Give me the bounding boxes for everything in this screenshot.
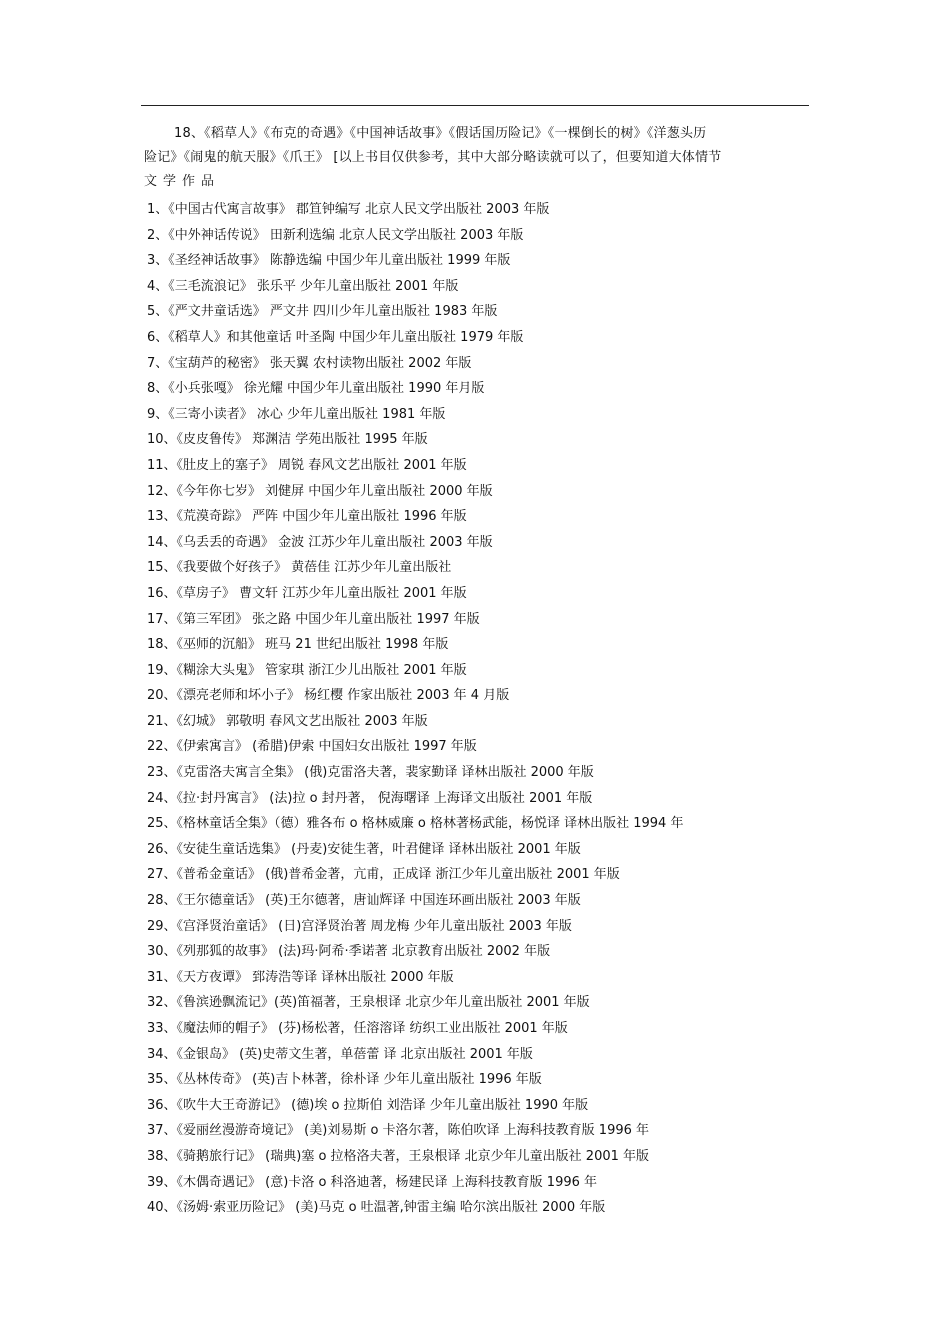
list-item: 35、《丛林传奇》 (英)吉卜林著，徐朴译 少年儿童出版社 1996 年版 xyxy=(147,1072,542,1088)
list-item: 29、《宫泽贤治童话》 (日)宫泽贤治著 周龙梅 少年儿童出版社 2003 年版 xyxy=(147,918,572,934)
list-item: 3、《圣经神话故事》 陈静选编 中国少年儿童出版社 1999 年版 xyxy=(147,253,511,269)
list-item: 24、《拉·封丹寓言》 (法)拉 o 封丹著， 倪海曙译 上海译文出版社 2001 年版 xyxy=(147,790,593,806)
list-item: 1、《中国古代寓言故事》 郡笪钟编写 北京人民文学出版社 2003 年版 xyxy=(147,202,550,217)
list-item: 30、《列那狐的故事》 (法)玛·阿希·季诺著 北京教育出版社 2002 年版 xyxy=(147,944,551,960)
list-item: 19、《糊涂大头鬼》 管家琪 浙江少儿出版社 2001 年版 xyxy=(147,662,467,678)
intro-line-1: 18、《稻草人》《布克的奇遇》《中国神话故事》《假话国历险记》《一棵倒长的树》《洋葱头历 xyxy=(174,126,707,141)
list-item: 37、《爱丽丝漫游奇境记》 (美)刘易斯 o 卡洛尔著，陈伯吹译 上海科技教育版 1996 年 xyxy=(147,1123,650,1139)
list-item: 40、《汤姆·索亚历险记》 (美)马克 o 吐温著,钟雷主编 哈尔滨出版社 2000 年版 xyxy=(147,1200,606,1216)
list-item: 14、《乌丢丢的奇遇》 金波 江苏少年儿童出版社 2003 年版 xyxy=(147,534,493,550)
intro-paragraph xyxy=(144,122,812,194)
book-list xyxy=(147,197,807,1221)
list-item: 18、《巫师的沉船》 班马 21 世纪出版社 1998 年版 xyxy=(147,637,449,653)
list-item: 13、《荒漠奇踪》 严阵 中国少年儿童出版社 1996 年版 xyxy=(147,509,467,525)
list-item: 31、《天方夜谭》 郅涛浩等译 译林出版社 2000 年版 xyxy=(147,969,454,985)
header-rule xyxy=(141,105,809,106)
section-title: 文学作品 xyxy=(144,174,221,189)
list-item: 28、《王尔德童话》 (英)王尔德著，唐讪辉译 中国连环画出版社 2003 年版 xyxy=(147,893,581,909)
list-item: 38、《骑鹅旅行记》 (瑞典)塞 o 拉格洛夫著，王泉根译 北京少年儿童出版社 2001 年版 xyxy=(147,1148,650,1164)
list-item: 10、《皮皮鲁传》 郑渊洁 学苑出版社 1995 年版 xyxy=(147,432,428,448)
list-item: 27、《普希金童话》 (俄)普希金著，亢甫，正成译 浙江少年儿童出版社 2001 年版 xyxy=(147,867,620,883)
list-item: 2、《中外神话传说》 田新利选编 北京人民文学出版社 2003 年版 xyxy=(147,227,524,243)
list-item: 25、《格林童话全集》（德）雅各布 o 格林威廉 o 格林著杨武能，杨悦译 译林出版社 1994 年 xyxy=(147,816,684,832)
intro-line-2: 险记》《闹鬼的航天服》《爪王》 [以上书目仅供参考，其中大部分略读就可以了，但要知道大体情节 xyxy=(144,150,722,165)
list-item: 12、《今年你七岁》 刘健屏 中国少年儿童出版社 2000 年版 xyxy=(147,483,493,499)
list-item: 34、《金银岛》 (英)史蒂文生著，单蓓蕾 译 北京出版社 2001 年版 xyxy=(147,1046,533,1062)
list-item: 5、《严文井童话选》 严文井 四川少年儿童出版社 1983 年版 xyxy=(147,304,498,320)
list-item: 4、《三毛流浪记》 张乐平 少年儿童出版社 2001 年版 xyxy=(147,278,459,294)
list-item: 11、《肚皮上的塞子》 周锐 春风文艺出版社 2001 年版 xyxy=(147,457,467,473)
list-item: 33、《魔法师的帽子》 (芬)杨松著，任溶溶译 纺织工业出版社 2001 年版 xyxy=(147,1021,568,1036)
list-item: 7、《宝葫芦的秘密》 张天翼 农村读物出版社 2002 年版 xyxy=(147,355,472,371)
list-item: 9、《三寄小读者》 冰心 少年儿童出版社 1981 年版 xyxy=(147,406,446,422)
list-item: 16、《草房子》 曹文轩 江苏少年儿童出版社 2001 年版 xyxy=(147,585,467,601)
list-item: 22、《伊索寓言》 (希腊)伊索 中国妇女出版社 1997 年版 xyxy=(147,739,477,755)
list-item: 23、《克雷洛夫寓言全集》 (俄)克雷洛夫著，裴家勤译 译林出版社 2000 年版 xyxy=(147,765,594,781)
list-item: 6、《稻草人》和其他童话 叶圣陶 中国少年儿童出版社 1979 年版 xyxy=(147,329,524,345)
list-item: 21、《幻城》 郭敬明 春风文艺出版社 2003 年版 xyxy=(147,713,428,729)
list-item: 39、《木偶奇遇记》 (意)卡洛 o 科洛迪著，杨建民译 上海科技教育版 1996 年 xyxy=(147,1174,598,1190)
list-item: 8、《小兵张嘎》 徐光耀 中国少年儿童出版社 1990 年月版 xyxy=(147,381,485,397)
list-item: 32、《鲁滨逊飘流记》(英)笛福著，王泉根译 北京少年儿童出版社 2001 年版 xyxy=(147,995,590,1011)
list-item: 20、《漂亮老师和坏小子》 杨红樱 作家出版社 2003 年 4 月版 xyxy=(147,688,510,704)
list-item: 15、《我要做个好孩子》 黄蓓佳 江苏少年儿童出版社 xyxy=(147,560,452,576)
list-item: 17、《第三军团》 张之路 中国少年儿童出版社 1997 年版 xyxy=(147,611,480,627)
list-item: 26、《安徒生童话选集》 (丹麦)安徒生著，叶君健译 译林出版社 2001 年版 xyxy=(147,841,581,857)
list-item: 36、《吹牛大王奇游记》 (德)埃 o 拉斯伯 刘浩译 少年儿童出版社 1990 年版 xyxy=(147,1097,589,1113)
